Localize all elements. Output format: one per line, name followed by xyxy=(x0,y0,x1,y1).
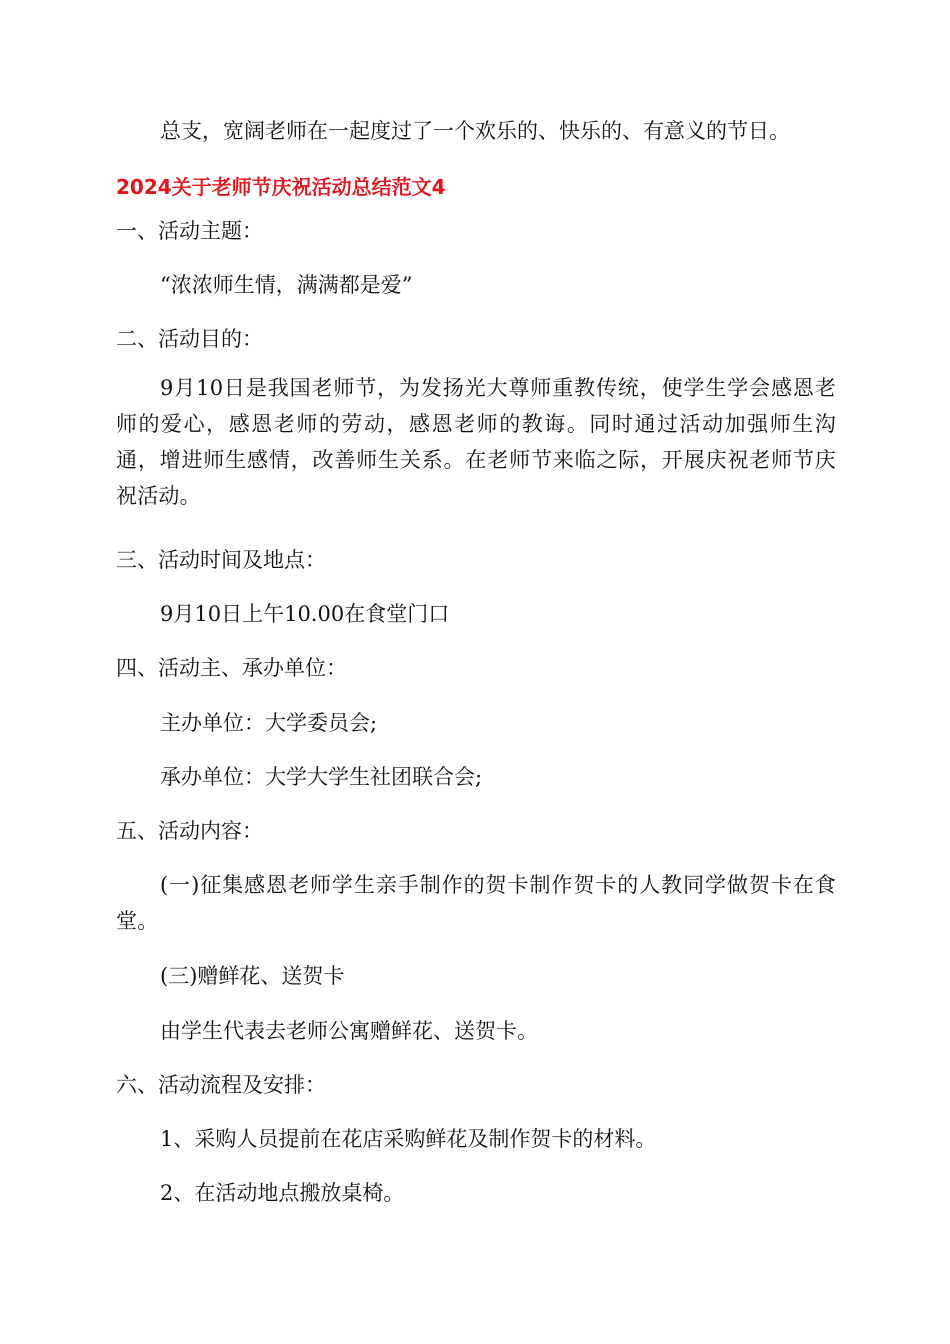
purpose-paragraph: 9月10日是我国老师节，为发扬光大尊师重教传统，使学生学会感恩老师的爱心，感恩老师的劳动，感恩老师的教诲。同时通过活动加强师生沟通，增进师生感情，改善师生关系。在老师节来临之际，开展庆祝老师节庆祝活动。 xyxy=(116,376,836,508)
heading-content: 五、活动内容： xyxy=(116,819,263,843)
theme-slogan: “浓浓师生情，满满都是爱” xyxy=(160,273,413,297)
heading-purpose: 二、活动目的： xyxy=(116,327,263,351)
content-item-3: (三)赠鲜花、送贺卡 xyxy=(160,964,345,988)
organizer-unit: 承办单位：大学大学生社团联合会; xyxy=(160,765,483,789)
heading-time-place: 三、活动时间及地点： xyxy=(116,548,326,572)
heading-organizers: 四、活动主、承办单位： xyxy=(116,656,347,680)
heading-process: 六、活动流程及安排： xyxy=(116,1073,326,1097)
section-title: 2024关于老师节庆祝活动总结范文4 xyxy=(116,175,446,199)
time-place-text: 9月10日上午10.00在食堂门口 xyxy=(160,602,450,626)
closing-line: 总支，宽阔老师在一起度过了一个欢乐的、快乐的、有意义的节日。 xyxy=(160,119,790,143)
process-step-1: 1、采购人员提前在花店采购鲜花及制作贺卡的材料。 xyxy=(160,1127,657,1151)
content-item-3-body: 由学生代表去老师公寓赠鲜花、送贺卡。 xyxy=(160,1019,538,1043)
content-item-1: (一)征集感恩老师学生亲手制作的贺卡制作贺卡的人教同学做贺卡在食堂。 xyxy=(116,873,836,933)
process-step-2: 2、在活动地点搬放桌椅。 xyxy=(160,1181,405,1205)
host-unit: 主办单位：大学委员会; xyxy=(160,711,378,735)
heading-theme: 一、活动主题： xyxy=(116,219,263,243)
